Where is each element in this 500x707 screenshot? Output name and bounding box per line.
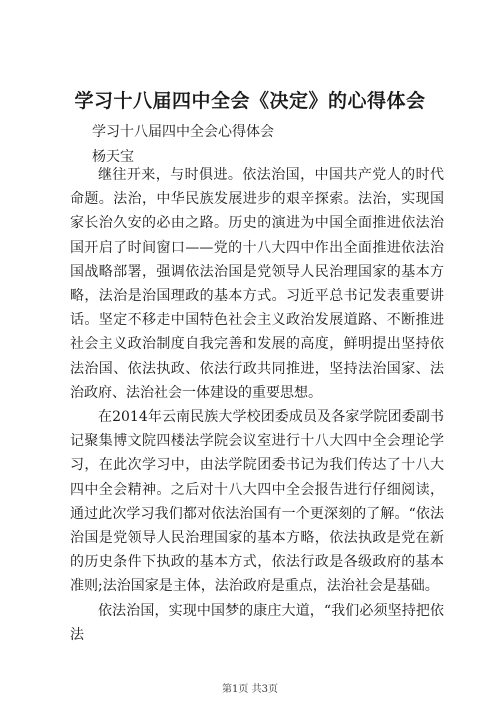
- document-title: 学习十八届四中全会《决定》的心得体会: [74, 90, 426, 112]
- body-paragraph: 依法治国，实现中国梦的康庄大道，“我们必须坚持把依法: [70, 602, 444, 643]
- page-footer: 第1页 共3页: [222, 684, 278, 695]
- document-body: [70, 163, 444, 647]
- body-paragraph: 继往开来，与时俱进。依法治国，中国共产党人的时代命题。法治，中华民族发展进步的艰辛探索。法治，实现国家长治久安的必由之路。历史的演进为中国全面推进依法治国开启了时间窗口——党的十八大四中作出全面推进依法治国战略部署，强调依法治国是党领导人民治理国家的基本方略，法治是治国理政的基本方式。习近平总书记发表重要讲话。坚定不移走中国特色社会主义政治发展道路、不断推进社会主义政治制度自我完善和发展的高度，鲜明提出坚持依法治国、依法执政、依法行政共同推进，坚持法治国家、法治政府、法治社会一体建设的重要思想。: [70, 167, 444, 401]
- body-paragraph: 在2014年云南民族大学校团委成员及各家学院团委副书记聚集博文院四楼法学院会议室进行十八大四中全会理论学习，在此次学习中，由法学院团委书记为我们传达了十八大四中全会精神。之后对十八大四中全会报告进行仔细阅读，通过此次学习我们都对依法治国有一个更深刻的了解。“依法治国是党领导人民治理国家的基本方略，依法执政是党在新的历史条件下执政的基本方式，依法行政是各级政府的基本准则;法治国家是主体，法治政府是重点，法治社会是基础。: [70, 409, 444, 595]
- document-subtitle: 学习十八届四中全会心得体会: [92, 124, 274, 140]
- document-author: 杨天宝: [92, 149, 134, 165]
